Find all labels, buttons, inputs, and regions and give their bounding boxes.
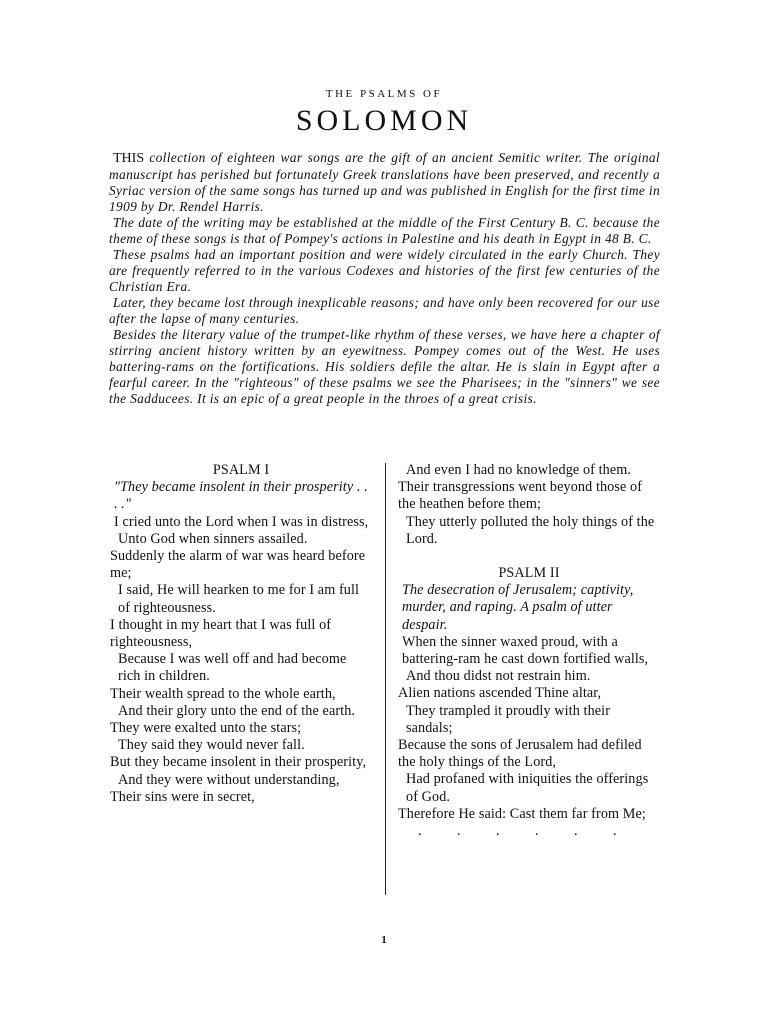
- verse-line: I thought in my heart that I was full of righteousness,: [110, 616, 332, 651]
- verse-line: They utterly polluted the holy things of the Lord.: [406, 513, 655, 547]
- ellipsis-dot: .: [418, 823, 422, 840]
- psalm-2-heading: PSALM II: [498, 565, 560, 582]
- ellipsis-row: [398, 823, 660, 840]
- verse-line: They were exalted unto the stars;: [110, 720, 302, 737]
- intro-paragraph-3: These psalms had an important position and were widely circulated in the early Church. They are frequently referred to in the various Codexes and histories of the first few centuries of the Christian Era.: [109, 247, 660, 294]
- verse-line: I cried unto the Lord when I was in distress,: [114, 513, 369, 530]
- ellipsis-dot: .: [457, 823, 461, 840]
- verse-line: But they became insolent in their prosperity,: [110, 754, 367, 771]
- verse-line: Their transgressions went beyond those of the heathen before them;: [398, 479, 643, 513]
- ellipsis-dot: .: [574, 823, 578, 840]
- intro-paragraph-5: Besides the literary value of the trumpet-like rhythm of these verses, we have here a chapter of stirring ancient history written by an eyewitness. Pompey comes out of the West. He uses battering-rams on the fortifications. His soldiers defile the altar. He is slain in Egypt after a fearful career. In the "righteous" of these psalms we see the Pharisees; in the "sinners" we see the Sadducees. It is an epic of a great people in the throes of a great crisis.: [109, 327, 660, 406]
- verse-line: Their sins were in secret,: [110, 788, 255, 805]
- verse-line: Because I was well off and had become rich in children.: [118, 651, 347, 685]
- verse-line: When the sinner waxed proud, with a battering-ram he cast down fortified walls,: [402, 633, 649, 668]
- verse-line: Had profaned with iniquities the offerings of God.: [406, 771, 649, 805]
- intro-paragraph-2: The date of the writing may be established at the middle of the First Century B. C. because the theme of these songs is that of Pompey's actions in Palestine and his death in Egypt in 48 B. C.: [109, 215, 660, 246]
- verse-line: Their wealth spread to the whole earth,: [110, 685, 336, 702]
- right-column: [398, 462, 660, 840]
- psalm-1-heading: PSALM I: [212, 462, 270, 478]
- left-column: [110, 462, 372, 806]
- page-title: SOLOMON: [295, 104, 473, 137]
- introduction: [109, 150, 660, 407]
- psalms-kicker: THE PSALMS OF: [325, 88, 443, 100]
- verse-line: I said, He will hearken to me for I am full of righteousness.: [118, 582, 360, 616]
- verse-line: Suddenly the alarm of war was heard before me;: [110, 548, 366, 582]
- intro-lead-word: THIS: [113, 151, 145, 166]
- column-divider: [385, 463, 386, 895]
- verse-line: Unto God when sinners assailed.: [118, 530, 308, 547]
- verse-line: Because the sons of Jerusalem had defiled the holy things of the Lord,: [398, 737, 642, 771]
- ellipsis-dot: .: [613, 823, 617, 840]
- verse-line: And they were without understanding,: [118, 771, 340, 788]
- verse-line: And even I had no knowledge of them.: [406, 462, 632, 478]
- intro-paragraph-4: Later, they became lost through inexplicable reasons; and have only been recovered for our use after the lapse of many centuries.: [109, 295, 660, 326]
- verse-line: Therefore He said: Cast them far from Me;: [398, 805, 646, 822]
- verse-line: And their glory unto the end of the earth.: [118, 702, 356, 719]
- verse-line: And thou didst not restrain him.: [406, 668, 591, 685]
- spacer: [398, 548, 660, 565]
- ellipsis-dot: .: [496, 823, 500, 840]
- ellipsis-dot: .: [535, 823, 539, 840]
- verse-line: They said they would never fall.: [118, 737, 305, 754]
- intro-paragraph-1-text: collection of eighteen war songs are the gift of an ancient Semitic writer. The original manuscript has perished but fortunately Greek translations have been preserved, and recently a Syriac version of the same songs has turned up and was published in English for the first time in 1909 by Dr. Rendel Harris.: [109, 150, 660, 214]
- verse-line: Alien nations ascended Thine altar,: [398, 685, 602, 702]
- page-number: 1: [381, 934, 387, 946]
- psalm-2-subtitle: The desecration of Jerusalem; captivity, murder, and raping. A psalm of utter despair.: [402, 582, 634, 633]
- intro-paragraph-1: [109, 150, 660, 215]
- psalm-1-subtitle: "They became insolent in their prosperity . . . .": [114, 479, 368, 513]
- verse-line: They trampled it proudly with their sandals;: [406, 702, 611, 736]
